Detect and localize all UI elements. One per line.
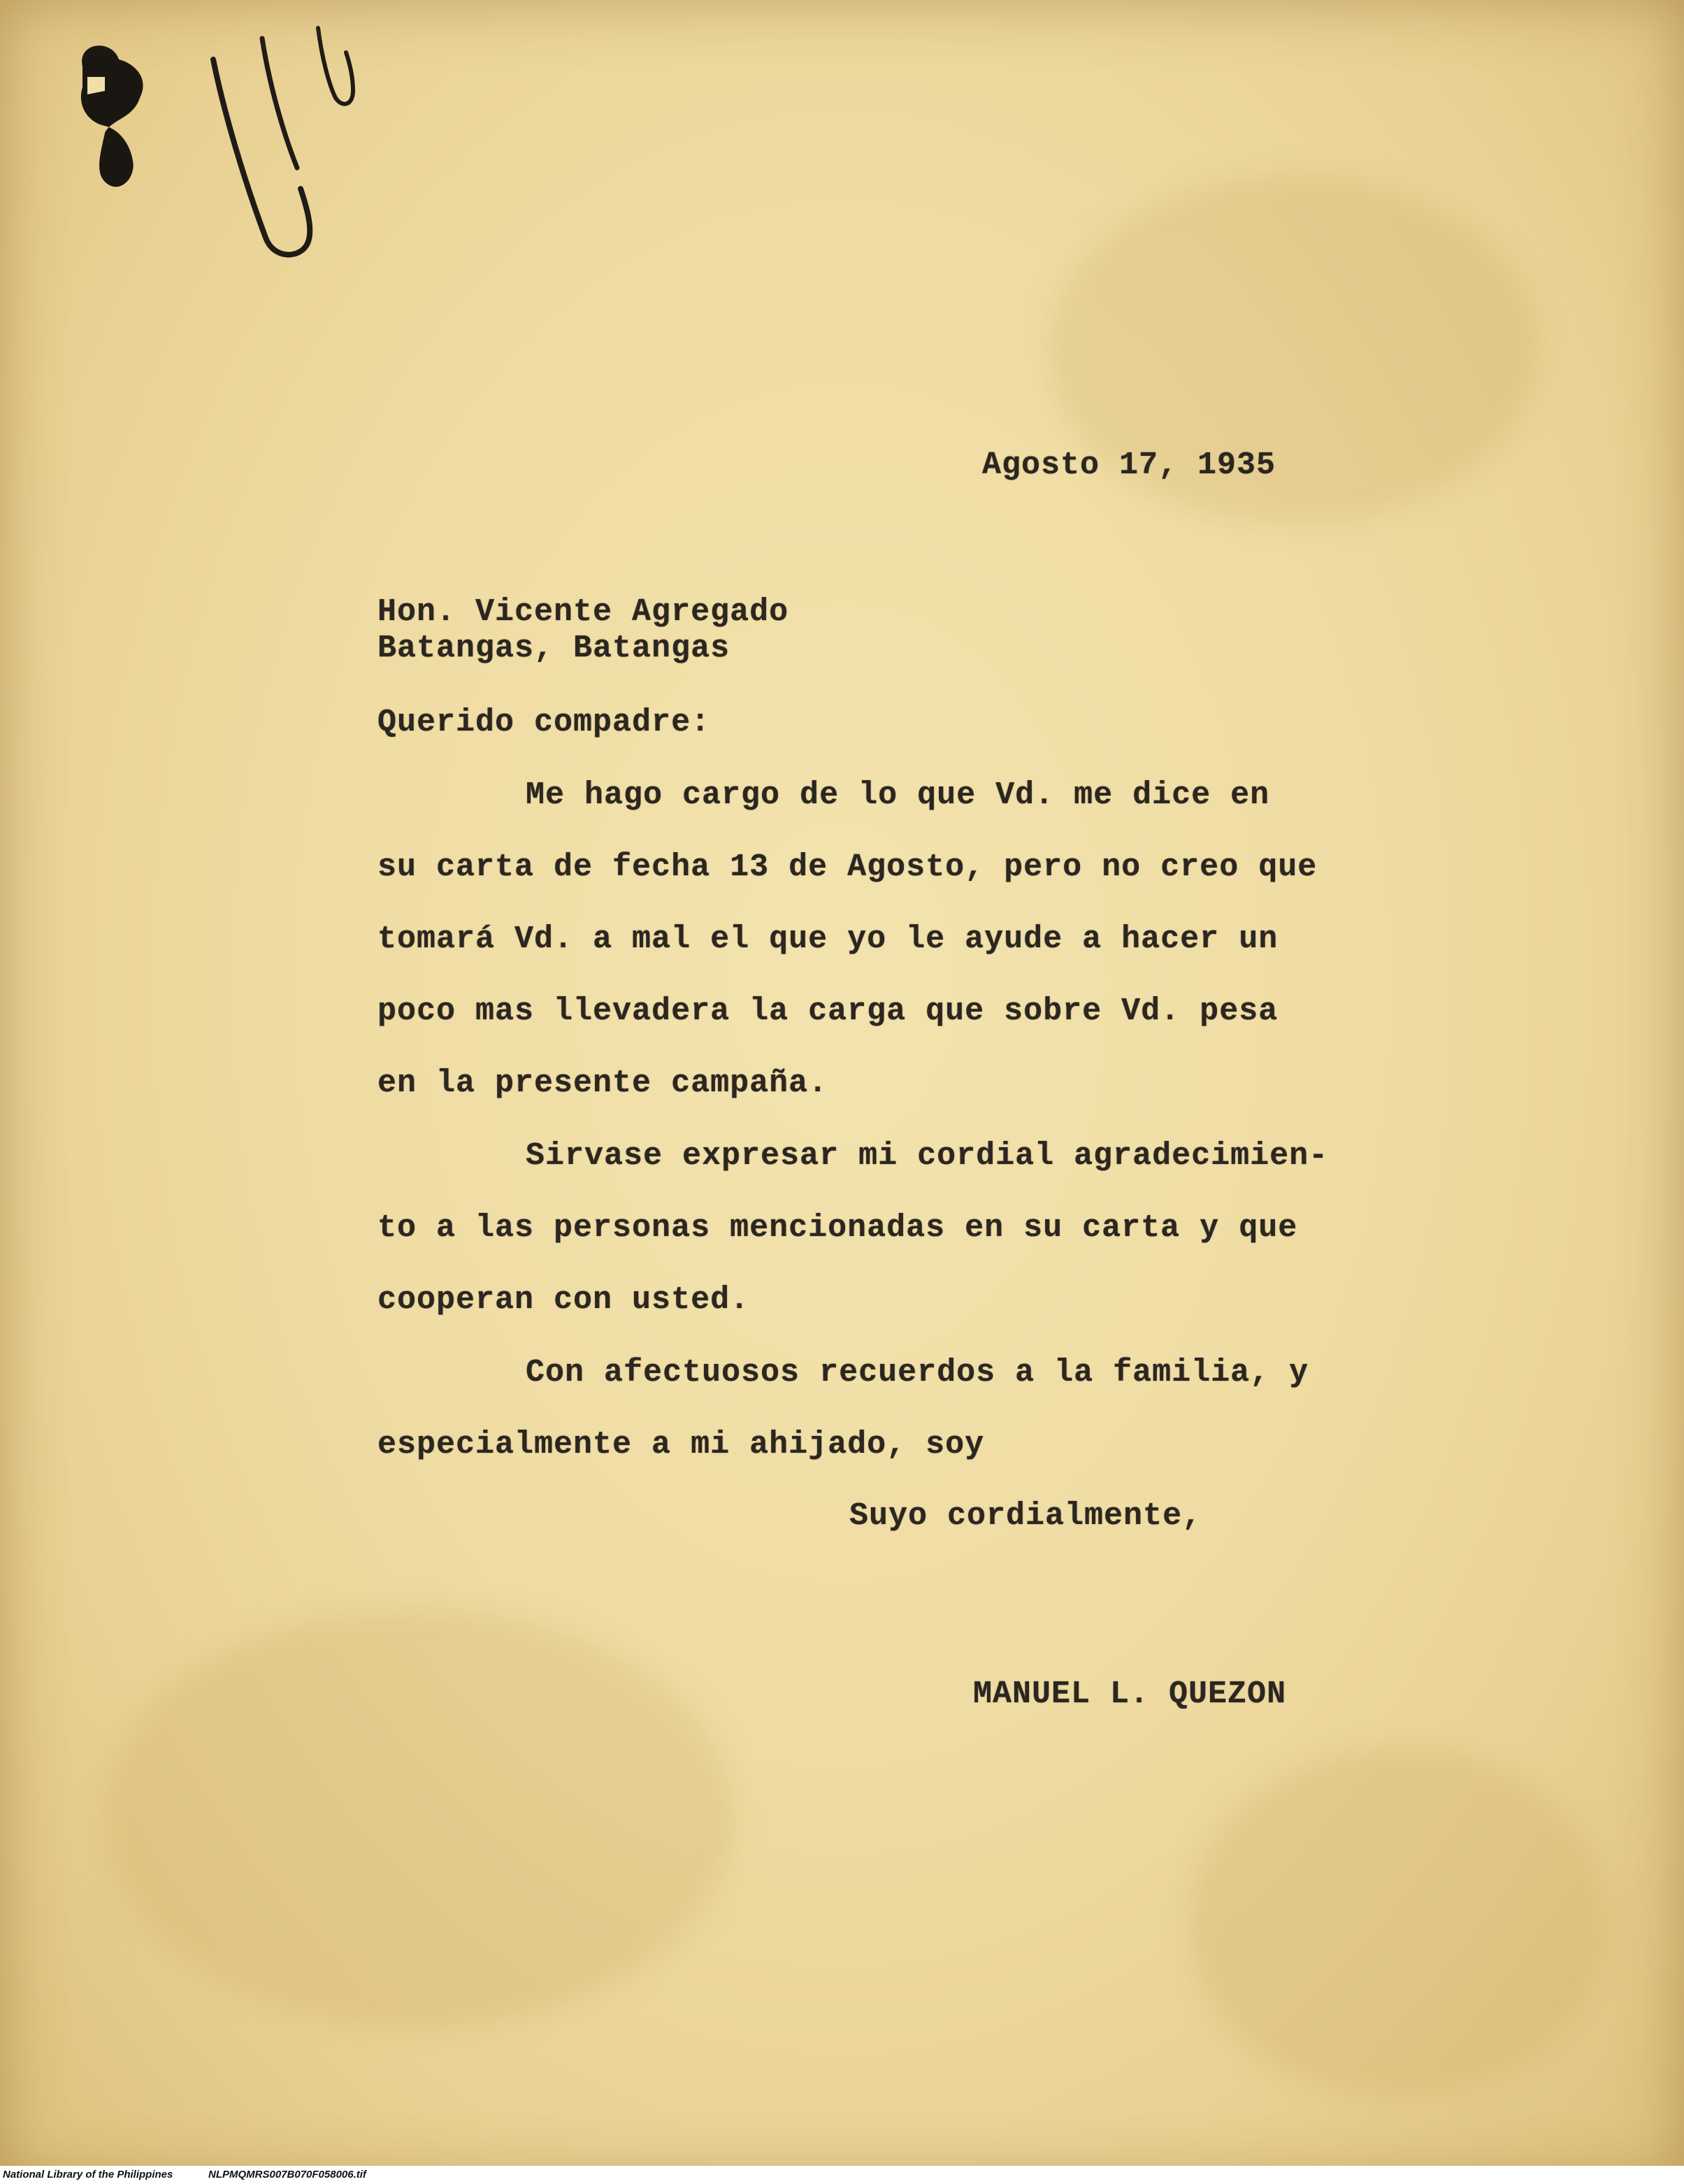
body-line: especialmente a mi ahijado, soy [377,1427,985,1463]
body-line: Sirvase expresar mi cordial agradecimien- [526,1138,1329,1174]
salutation: Querido compadre: [377,705,711,740]
body-line: Me hago cargo de lo que Vd. me dice en [526,777,1270,813]
body-line: poco mas llevadera la carga que sobre Vd. pesa [377,993,1279,1029]
body-line: Con afectuosos recuerdos a la familia, y [526,1355,1309,1391]
footer-library: National Library of the Philippines [3,2169,173,2181]
recipient-location: Batangas, Batangas [377,631,731,666]
body-line: su carta de fecha 13 de Agosto, pero no creo que [377,849,1318,885]
body-line: en la presente campaña. [377,1065,828,1101]
scan-footer [0,2166,1684,2184]
footer-file-id: NLPMQMRS007B070F058006.tif [208,2169,366,2181]
body-line: cooperan con usted. [377,1282,750,1318]
paper-stain [1188,1748,1608,2097]
paper-stain [105,1608,734,2027]
letter-date: Agosto 17, 1935 [982,447,1276,483]
signature-name: MANUEL L. QUEZON [973,1676,1287,1712]
recipient-name: Hon. Vicente Agregado [377,594,789,630]
body-line: to a las personas mencionadas en su carta y que [377,1210,1298,1246]
body-line: tomará Vd. a mal el que yo le ayude a hacer un [377,921,1279,957]
paperclip-marks [0,0,391,280]
closing: Suyo cordialmente, [849,1498,1202,1534]
